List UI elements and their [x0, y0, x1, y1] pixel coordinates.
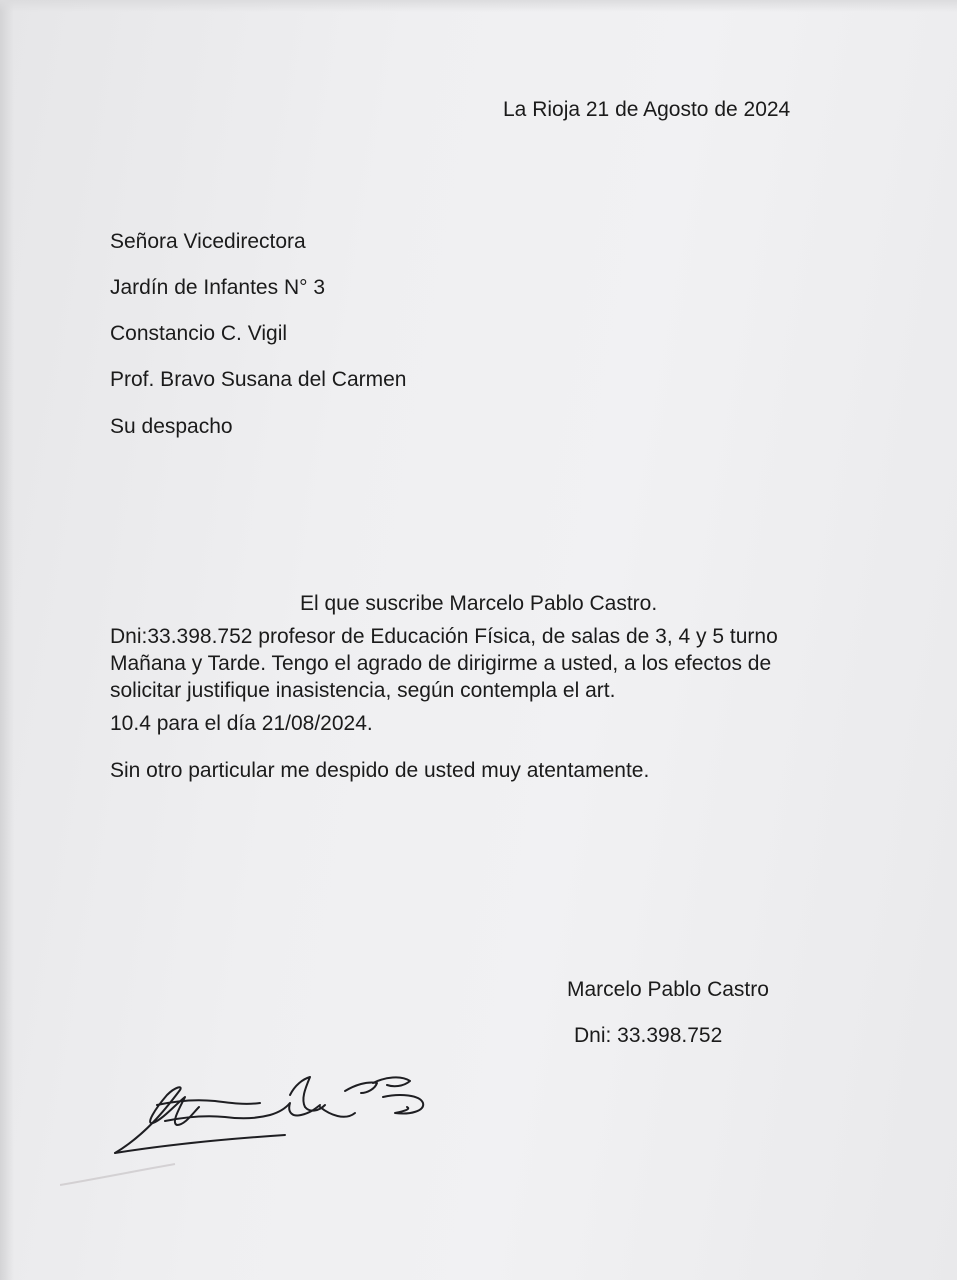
body-line-3: solicitar justifique inasistencia, según contempla el art. [110, 679, 616, 702]
paper-smudge [60, 1160, 180, 1190]
closing-line: Sin otro particular me despido de usted muy atentamente. [110, 759, 650, 782]
recipient-institution-name: Constancio C. Vigil [110, 322, 288, 345]
recipient-name: Prof. Bravo Susana del Carmen [110, 368, 407, 391]
body-line-1: Dni:33.398.752 profesor de Educación Física, de salas de 3, 4 y 5 turno [110, 625, 778, 648]
page-edge-shadow [0, 0, 14, 1280]
signatory-name: Marcelo Pablo Castro [567, 978, 769, 1001]
page-top-shadow [0, 0, 957, 12]
recipient-title: Señora Vicedirectora [110, 230, 306, 253]
body-line-4: 10.4 para el día 21/08/2024. [110, 712, 373, 735]
place-date: La Rioja 21 de Agosto de 2024 [503, 98, 791, 121]
body-intro: El que suscribe Marcelo Pablo Castro. [300, 592, 658, 615]
recipient-office: Su despacho [110, 415, 233, 438]
signatory-dni: Dni: 33.398.752 [574, 1024, 723, 1047]
handwritten-signature [105, 1065, 435, 1165]
body-line-2: Mañana y Tarde. Tengo el agrado de dirigirme a usted, a los efectos de [110, 652, 772, 675]
recipient-institution: Jardín de Infantes N° 3 [110, 276, 326, 299]
